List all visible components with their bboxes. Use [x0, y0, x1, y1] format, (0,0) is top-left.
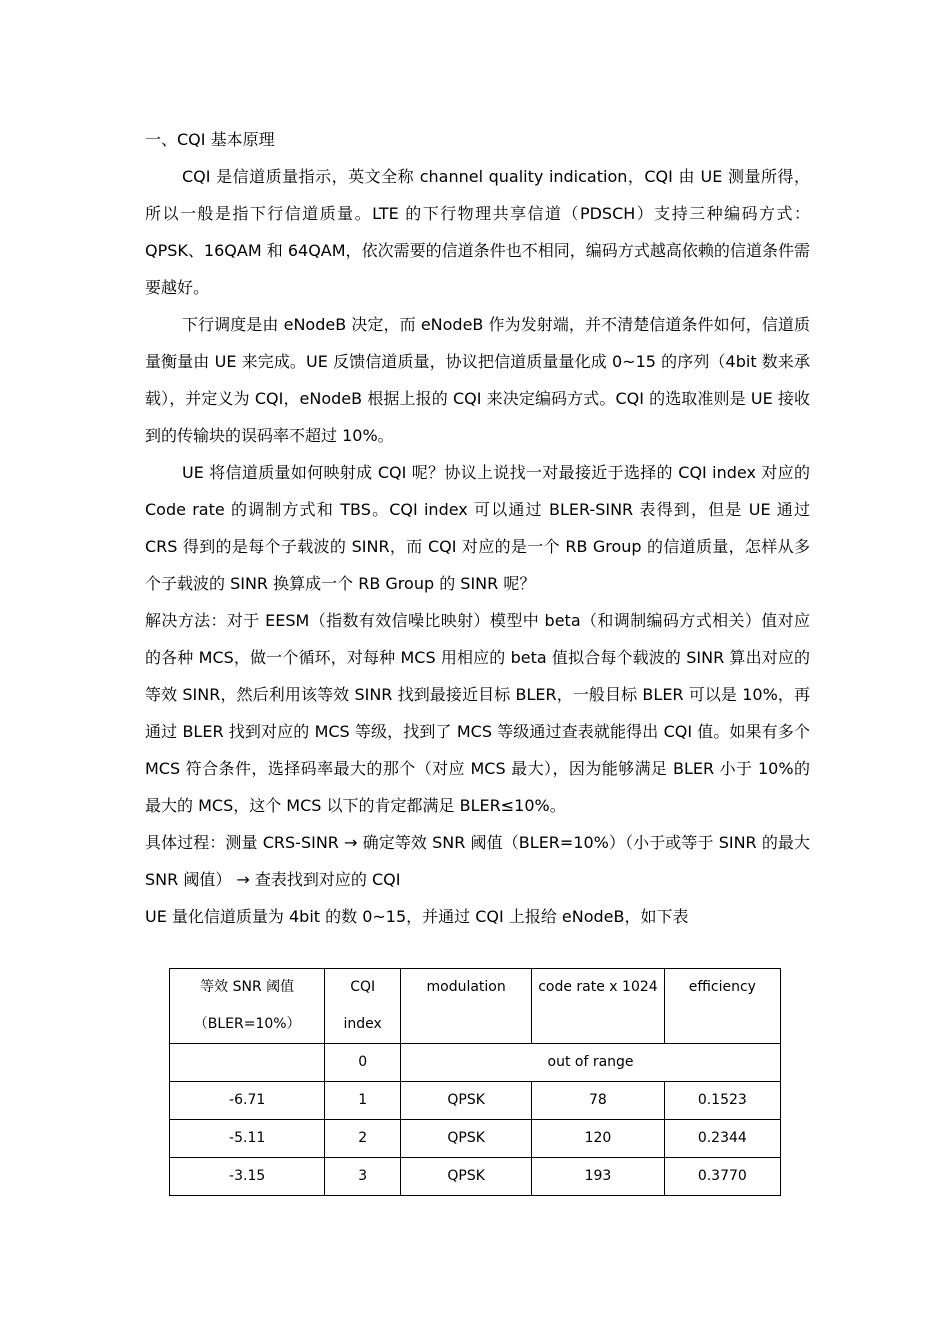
- cell-snr: [170, 1044, 325, 1082]
- cell-snr: -6.71: [170, 1082, 325, 1120]
- cell-cqi: 3: [325, 1158, 401, 1196]
- cell-efficiency: 0.1523: [664, 1082, 780, 1120]
- cell-cqi: 1: [325, 1082, 401, 1120]
- header-code-rate: code rate x 1024: [532, 969, 664, 1044]
- cell-out-of-range: out of range: [401, 1044, 781, 1082]
- cell-cqi: 0: [325, 1044, 401, 1082]
- table-row: [170, 1120, 781, 1158]
- paragraph-solution: 解决方法：对于 EESM（指数有效信噪比映射）模型中 beta（和调制编码方式相关）值对应的各种 MCS，做一个循环，对每种 MCS 用相应的 beta 值拟合每个载波的 SINR 算出对应的等效 SINR，然后利用该等效 SINR 找到最接近目标 BLER，一般目标 BLER 可以是 10%，再通过 BLER 找到对应的 MCS 等级，找到了 MCS 等级通过查表就能得出 CQI 值。如果有多个 MCS 符合条件，选择码率最大的那个（对应 MCS 最大），因为能够满足 BLER 小于 10%的最大的 MCS，这个 MCS 以下的肯定都满足 BLER≤10%。: [145, 611, 810, 815]
- cell-cqi: 2: [325, 1120, 401, 1158]
- paragraph-cqi-mapping: UE 将信道质量如何映射成 CQI 呢？协议上说找一对最接近于选择的 CQI index 对应的 Code rate 的调制方式和 TBS。CQI index 可以通过 BLER-SINR 表得到，但是 UE 通过 CRS 得到的是每个子载波的 SINR，而 CQI 对应的是一个 RB Group 的信道质量，怎样从多个子载波的 SINR 换算成一个 RB Group 的 SINR 呢？: [145, 463, 810, 593]
- cqi-table: [169, 968, 781, 1196]
- document-body: [145, 121, 810, 935]
- cell-code-rate: 78: [532, 1082, 664, 1120]
- header-cqi-index: CQI index: [325, 969, 401, 1044]
- cell-snr: -3.15: [170, 1158, 325, 1196]
- paragraph-table-intro: UE 量化信道质量为 4bit 的数 0~15，并通过 CQI 上报给 eNodeB，如下表: [145, 907, 689, 926]
- table-header-row: [170, 969, 781, 1044]
- paragraph-downlink-scheduling: 下行调度是由 eNodeB 决定，而 eNodeB 作为发射端，并不清楚信道条件如何，信道质量衡量由 UE 来完成。UE 反馈信道质量，协议把信道质量量化成 0~15 的序列（4bit 数来承载），并定义为 CQI，eNodeB 根据上报的 CQI 来决定编码方式。CQI 的选取准则是 UE 接收到的传输块的误码率不超过 10%。: [145, 315, 810, 445]
- cell-efficiency: 0.3770: [664, 1158, 780, 1196]
- header-modulation: modulation: [401, 969, 532, 1044]
- section-heading: 一、CQI 基本原理: [145, 130, 275, 149]
- cell-code-rate: 120: [532, 1120, 664, 1158]
- cell-modulation: QPSK: [401, 1120, 532, 1158]
- header-efficiency: efficiency: [664, 969, 780, 1044]
- table-row: [170, 1082, 781, 1120]
- cell-code-rate: 193: [532, 1158, 664, 1196]
- table-row: [170, 1044, 781, 1082]
- cell-efficiency: 0.2344: [664, 1120, 780, 1158]
- table-row: [170, 1158, 781, 1196]
- cell-snr: -5.11: [170, 1120, 325, 1158]
- paragraph-cqi-definition: CQI 是信道质量指示，英文全称 channel quality indication，CQI 由 UE 测量所得，所以一般是指下行信道质量。LTE 的下行物理共享信道（PDSCH）支持三种编码方式：QPSK、16QAM 和 64QAM，依次需要的信道条件也不相同，编码方式越高依赖的信道条件需要越好。: [145, 167, 810, 297]
- cell-modulation: QPSK: [401, 1158, 532, 1196]
- paragraph-process: 具体过程：测量 CRS-SINR → 确定等效 SNR 阈值（BLER=10%）（小于或等于 SINR 的最大 SNR 阈值） → 查表找到对应的 CQI: [145, 833, 810, 889]
- header-snr-threshold: 等效 SNR 阈值 （BLER=10%）: [170, 969, 325, 1044]
- cell-modulation: QPSK: [401, 1082, 532, 1120]
